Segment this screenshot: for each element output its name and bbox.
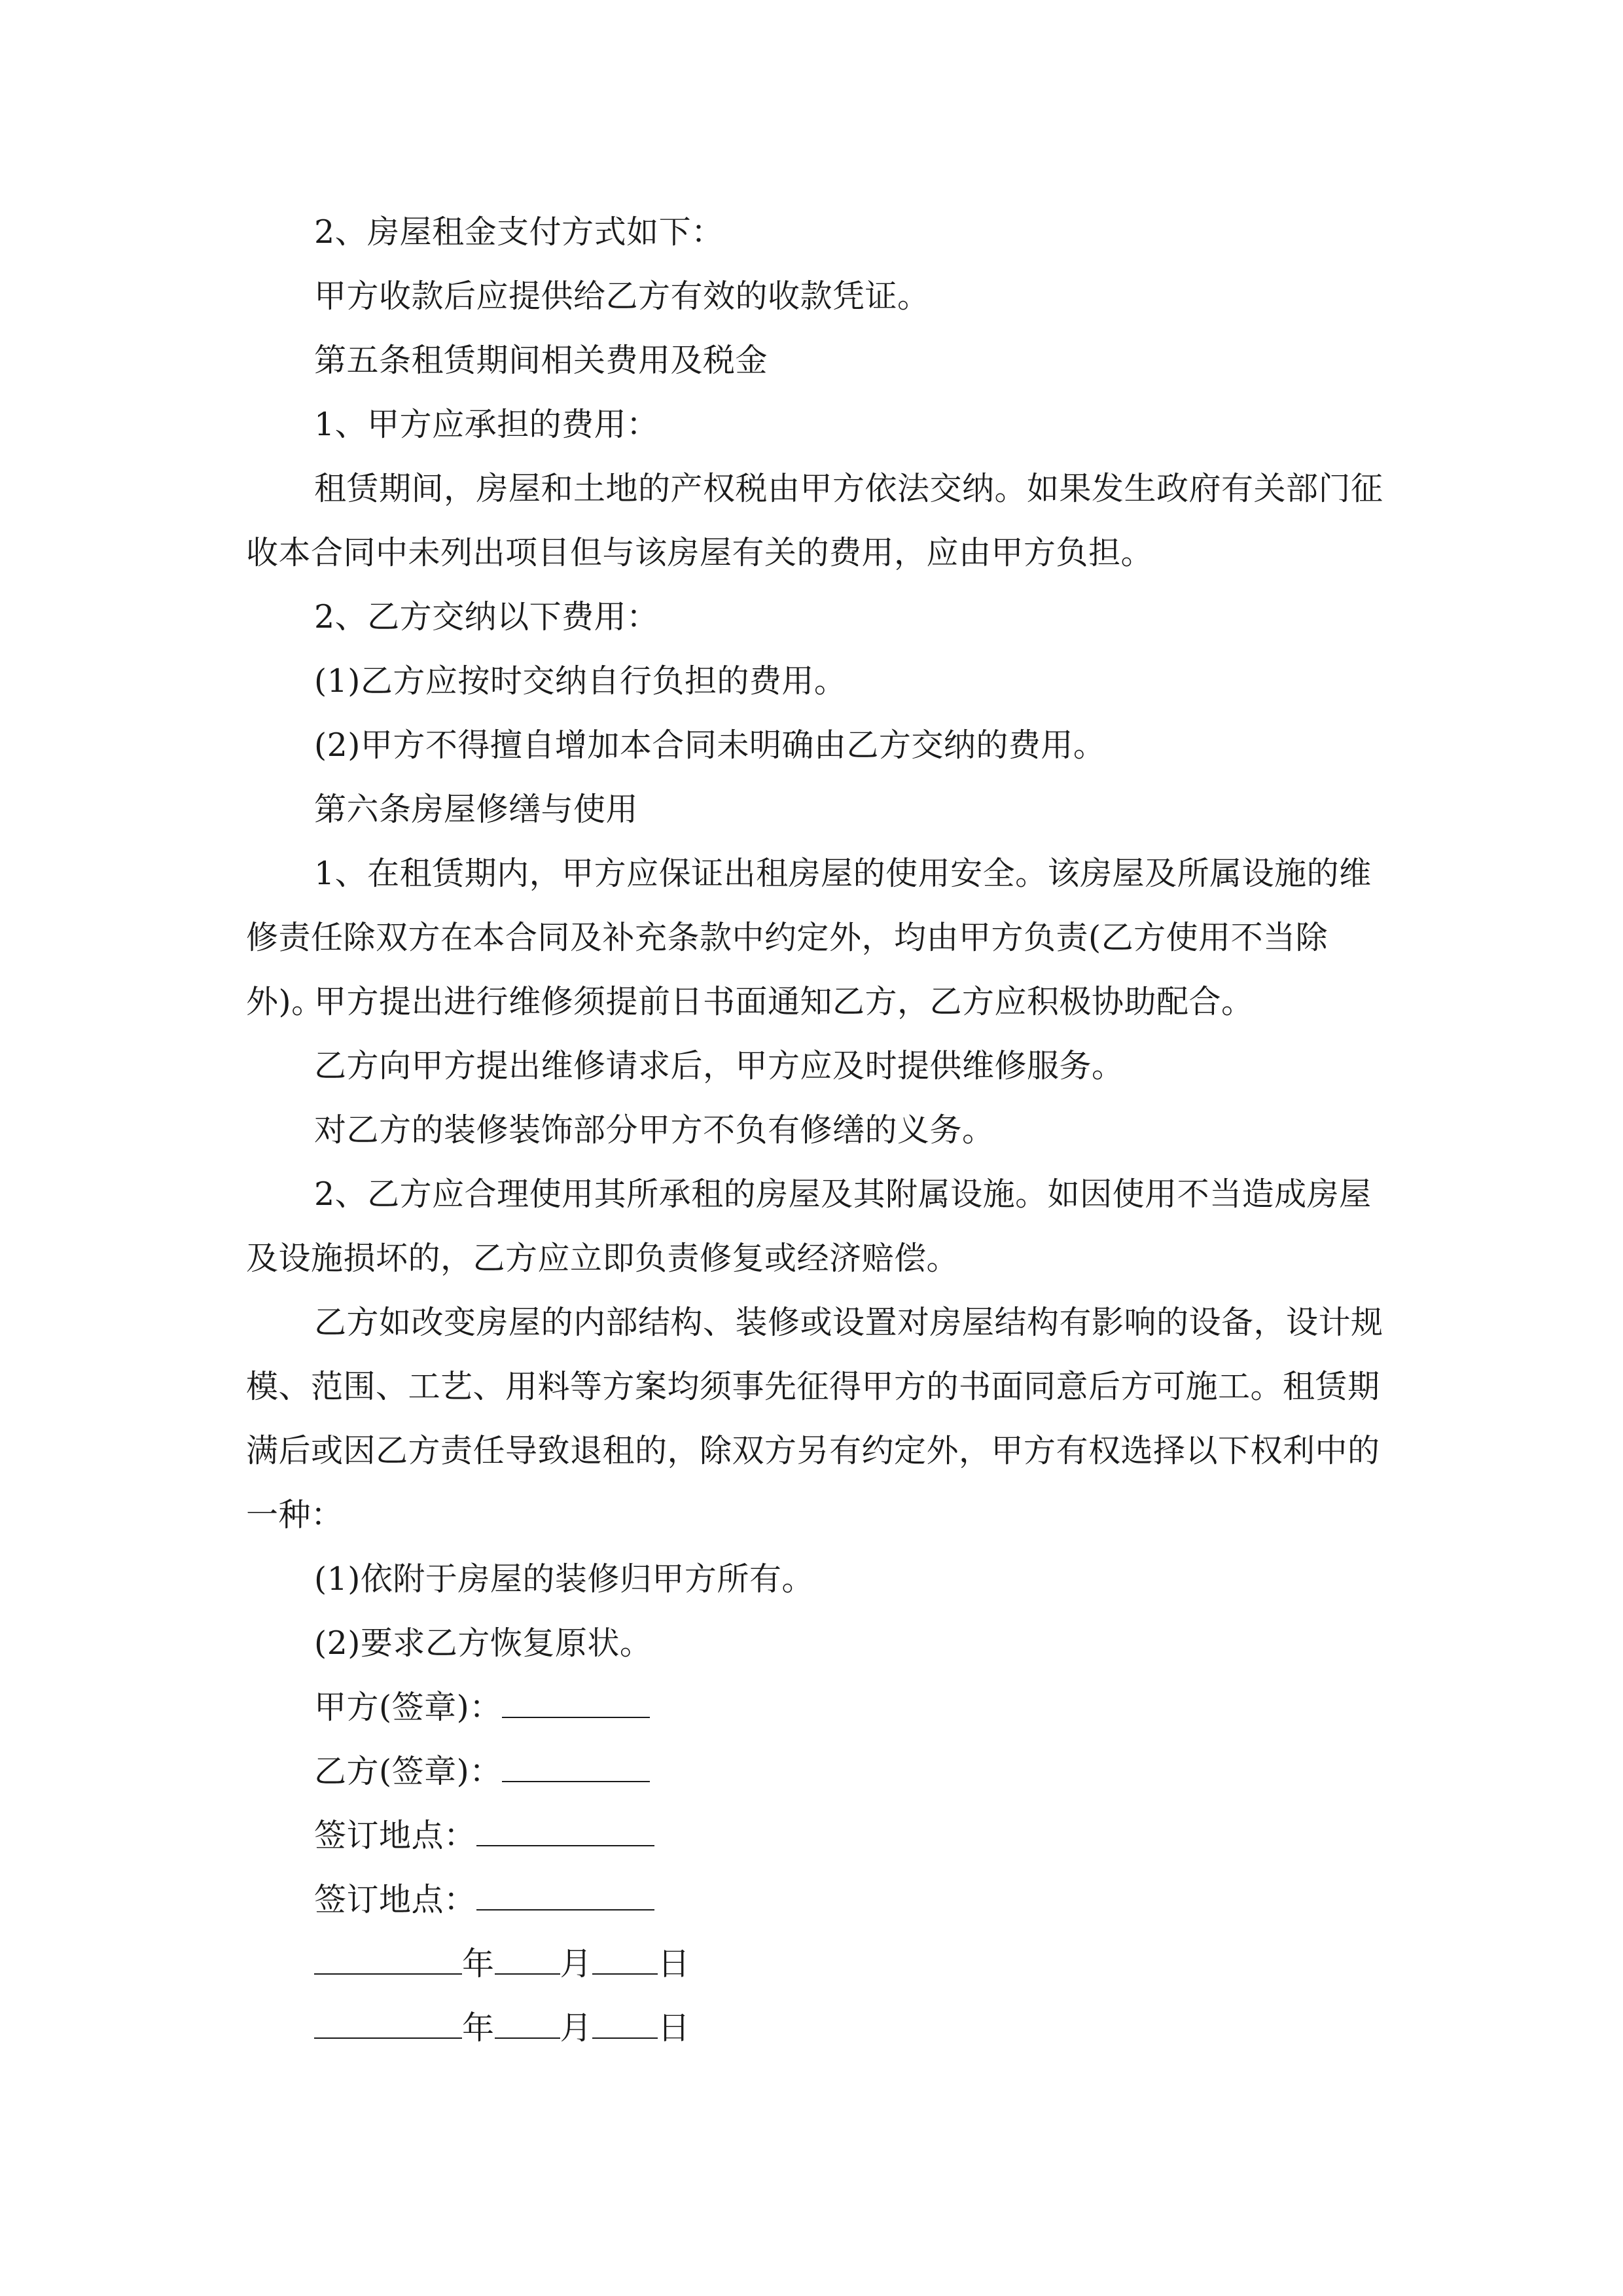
party-b-signature-blank [502,1755,650,1782]
party-a-costs-heading: 1、甲方应承担的费用： [314,406,659,443]
proper-use-clause: 2、乙方应合理使用其所承租的房屋及其附属设施。如因使用不当造成房屋及设施损坏的，乙方应立即负责修复或经济赔偿。 [246,1175,1372,1277]
repair-notice-clause: 甲方提出进行维修须提前日书面通知乙方，乙方应积极协助配合。 [314,983,1254,1020]
signing-place-blank-1 [476,1819,654,1846]
date-line-1 [246,1932,1385,1996]
property-tax-clause: 租赁期间，房屋和土地的产权税由甲方依法交纳。如果发生政府有关部门征收本合同中未列出项目但与该房屋有关的费用，应由甲方负担。 [246,470,1383,571]
receipt-clause: 甲方收款后应提供给乙方有效的收款凭证。 [314,278,930,315]
party-a-signature-label: 甲方(签章)： [314,1689,502,1726]
year-blank-2 [314,2011,462,2039]
month-blank-1 [495,1947,560,1975]
signing-place-label-1: 签订地点： [314,1817,476,1854]
year-blank-1 [314,1947,462,1975]
year-label-1: 年 [462,1945,495,1982]
party-b-cost-item-1: (1)乙方应按时交纳自行负担的费用。 [314,662,847,700]
day-label-2: 日 [658,2009,690,2047]
signing-place-label-2: 签订地点： [314,1881,476,1918]
payment-method-heading: 2、房屋租金支付方式如下： [314,213,724,251]
party-a-signature-blank [502,1691,650,1718]
alteration-clause: 乙方如改变房屋的内部结构、装修或设置对房屋结构有影响的设备，设计规模、范围、工艺、用料等方案均须事先征得甲方的书面同意后方可施工。租赁期满后或因乙方责任导致退租的，除双方另有约定外，甲方有权选择以下权利中的一种： [246,1304,1383,1534]
party-b-signature-label: 乙方(签章)： [314,1753,502,1790]
day-label-1: 日 [658,1945,690,1982]
signing-place-line-1 [246,1804,1385,1868]
repair-safety-clause: 1、在租赁期内，甲方应保证出租房屋的使用安全。该房屋及所属设施的维修责任除双方在本合同及补充条款中约定外，均由甲方负责(乙方使用不当除外)。 [246,855,1372,1020]
signing-place-line-2 [246,1868,1385,1932]
repair-service-clause: 乙方向甲方提出维修请求后，甲方应及时提供维修服务。 [314,1047,1124,1085]
decoration-clause: 对乙方的装修装饰部分甲方不负有修缮的义务。 [314,1111,995,1149]
party-b-cost-item-2: (2)甲方不得擅自增加本合同未明确由乙方交纳的费用。 [314,726,1106,764]
party-a-signature-line [246,1676,1385,1740]
day-blank-2 [592,2011,658,2039]
option-item-2: (2)要求乙方恢复原状。 [314,1624,652,1662]
year-label-2: 年 [462,2009,495,2047]
month-label-2: 月 [560,2009,593,2047]
month-label-1: 月 [560,1945,593,1982]
article-6-title: 第六条房屋修缮与使用 [314,791,639,828]
party-b-signature-line [246,1740,1385,1804]
option-item-1: (1)依附于房屋的装修归甲方所有。 [314,1560,814,1598]
date-line-2 [246,1996,1385,2060]
party-b-costs-heading: 2、乙方交纳以下费用： [314,598,659,636]
article-5-title: 第五条租赁期间相关费用及税金 [314,342,768,379]
month-blank-2 [495,2011,560,2039]
signing-place-blank-2 [476,1883,654,1910]
day-blank-1 [592,1947,658,1975]
